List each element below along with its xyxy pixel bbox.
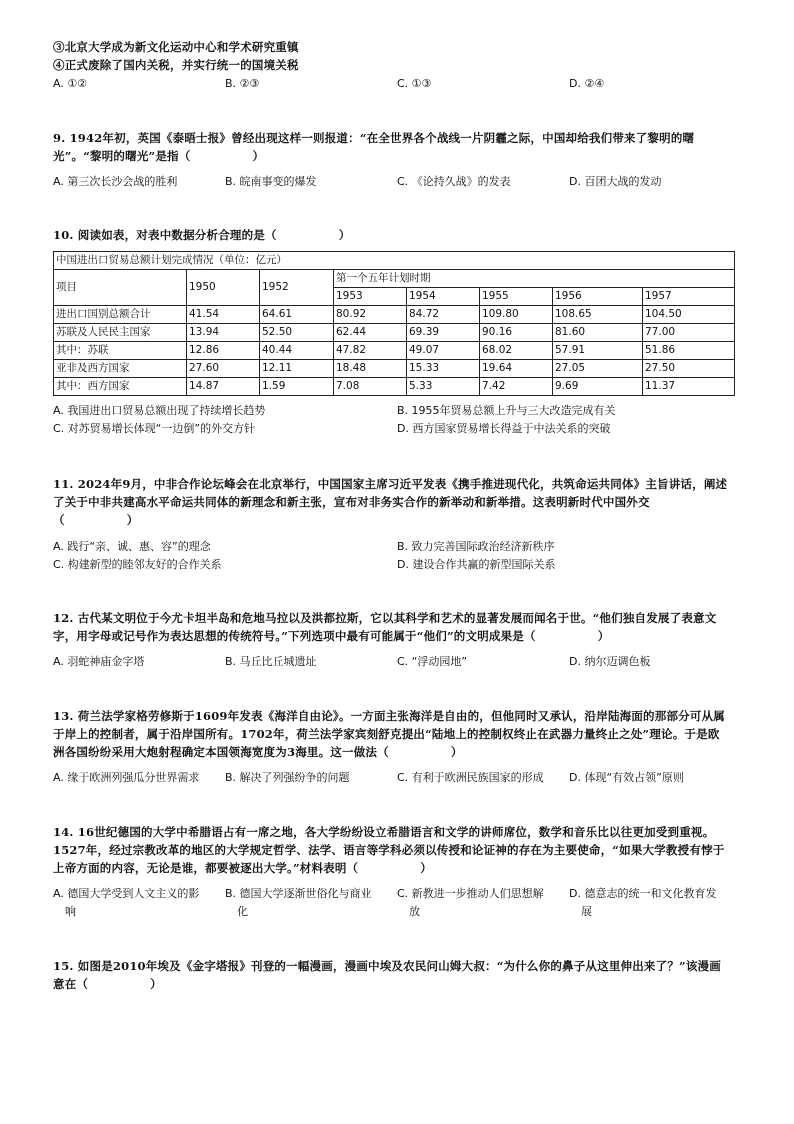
- q9-option-b[interactable]: B. 皖南事变的爆发: [225, 175, 317, 188]
- table-cell: 52.50: [260, 324, 334, 342]
- table-row: [54, 306, 735, 324]
- table-cell: 9.69: [553, 378, 643, 396]
- table-cell: 41.54: [187, 306, 260, 324]
- row-label: 苏联及人民民主国家: [54, 324, 187, 342]
- q8-option-b[interactable]: B. ②③: [225, 77, 260, 90]
- table-cell: 27.05: [553, 360, 643, 378]
- option-text: 放: [409, 905, 420, 918]
- q11-stem-close: ）: [126, 513, 139, 527]
- row-label: 其中：西方国家: [54, 378, 187, 396]
- table-cell: 62.44: [334, 324, 407, 342]
- q11-stem-line1: 11. 2024年9月，中非合作论坛峰会在北京举行，中国国家主席习近平发表《携手推进现代化，共筑命运共同体》主旨讲话，阐述: [53, 477, 728, 491]
- q9-stem-close: ）: [252, 149, 265, 163]
- q13-stem-line3: [53, 744, 463, 760]
- q15-stem-line1: 15. 如图是2010年埃及《金字塔报》刊登的一幅漫画，漫画中埃及农民问山姆大叔：“为什么你的鼻子从这里伸出来了？”该漫画: [53, 959, 721, 973]
- q13-stem-line1: 13. 荷兰法学家格劳修斯于1609年发表《海洋自由论》。一方面主张海洋是自由的，但他同时又承认，沿岸陆海面的那部分可从属: [53, 709, 725, 723]
- q14-option-b[interactable]: [225, 885, 377, 921]
- option-text: C. 新教进一步推动人们思想解: [397, 887, 544, 900]
- table-cell: 40.44: [260, 342, 334, 360]
- q13-stem-text: 洲各国纷纷采用大炮射程确定本国领海宽度为3海里。这一做法（: [53, 745, 389, 759]
- table-header-item: 项目: [54, 270, 187, 306]
- table-cell: 64.61: [260, 306, 334, 324]
- q14-option-a[interactable]: [53, 885, 205, 921]
- row-label: 进出口国别总额合计: [54, 306, 187, 324]
- table-cell: 14.87: [187, 378, 260, 396]
- q15-stem-close: ）: [150, 977, 162, 991]
- table-cell: 104.50: [643, 306, 735, 324]
- q10-option-b[interactable]: B. 1955年贸易总额上升与三大改造完成有关: [397, 404, 616, 417]
- row-label: 亚非及西方国家: [54, 360, 187, 378]
- table-header-year: 1953: [334, 288, 407, 306]
- q9-option-a[interactable]: A. 第三次长沙会战的胜利: [53, 175, 178, 188]
- table-cell: 49.07: [407, 342, 480, 360]
- q12-stem-close: ）: [597, 629, 610, 643]
- q14-stem-line1: 14. 16世纪德国的大学中希腊语占有一席之地，各大学纷纷设立希腊语言和文学的讲师席位，数学和音乐比以往更加受到重视。: [53, 825, 715, 839]
- q14-stem-line3: [53, 860, 432, 876]
- table-cell: 27.60: [187, 360, 260, 378]
- q11-option-c[interactable]: C. 构建新型的睦邻友好的合作关系: [53, 558, 222, 571]
- q9-stem-text: 光”。“黎明的曙光”是指（: [53, 149, 191, 163]
- q14-option-d[interactable]: [569, 885, 721, 921]
- table-cell: 68.02: [480, 342, 553, 360]
- q10-option-c[interactable]: C. 对苏贸易增长体现“一边倒”的外交方针: [53, 422, 256, 435]
- q13-stem-close: ）: [450, 745, 463, 759]
- q15-stem-text: 意在（: [53, 977, 89, 991]
- table-header-year: 1952: [260, 270, 334, 306]
- q11-stem-line2: 了关于中非共建高水平命运共同体的新理念和新主张，宣布对非务实合作的新举动和新举措。这表明新时代中国外交: [53, 495, 650, 509]
- option-text: D. 德意志的统一和文化教育发: [569, 887, 717, 900]
- q11-option-a[interactable]: A. 践行“亲、诚、惠、容”的理念: [53, 540, 211, 553]
- q8-option-c[interactable]: C. ①③: [397, 77, 432, 90]
- option-text: 化: [237, 905, 248, 918]
- q12-option-a[interactable]: A. 羽蛇神庙金字塔: [53, 655, 145, 668]
- option-text: 响: [65, 905, 76, 918]
- option-text: B. 德国大学逐渐世俗化与商业: [225, 887, 372, 900]
- table-header-year: 1957: [643, 288, 735, 306]
- q12-stem-line1: 12. 古代某文明位于今尤卡坦半岛和危地马拉以及洪都拉斯，它以其科学和艺术的显著发展而闻名于世。“他们独自发展了表意文: [53, 611, 717, 625]
- table-cell: 15.33: [407, 360, 480, 378]
- q9-option-c[interactable]: C. 《论持久战》的发表: [397, 175, 511, 188]
- q10-stem-text: 10. 阅读如表，对表中数据分析合理的是（: [53, 228, 277, 242]
- q11-stem-open: （: [53, 513, 65, 527]
- q11-option-d[interactable]: D. 建设合作共赢的新型国际关系: [397, 558, 556, 571]
- q13-option-c[interactable]: C. 有利于欧洲民族国家的形成: [397, 771, 544, 784]
- table-header-year: 1955: [480, 288, 553, 306]
- q13-option-d[interactable]: D. 体现“有效占领”原则: [569, 771, 684, 784]
- table-row: [54, 342, 735, 360]
- q9-stem-line2: [53, 148, 264, 164]
- q10-stem-close: ）: [338, 228, 351, 242]
- table-cell: 7.08: [334, 378, 407, 396]
- option-text: A. 德国大学受到人文主义的影: [53, 887, 200, 900]
- q12-stem-line2: [53, 628, 609, 644]
- q15-stem-line2: [53, 976, 162, 992]
- q8-option-d[interactable]: D. ②④: [569, 77, 605, 90]
- table-cell: 11.37: [643, 378, 735, 396]
- trade-data-table: [53, 251, 735, 396]
- q10-option-d[interactable]: D. 西方国家贸易增长得益于中法关系的突破: [397, 422, 611, 435]
- q8-option-a[interactable]: A. ①②: [53, 77, 88, 90]
- table-row: [54, 360, 735, 378]
- table-cell: 7.42: [480, 378, 553, 396]
- q8-item-4: ④正式废除了国内关税，并实行统一的国境关税: [53, 58, 299, 72]
- table-header-year: 1950: [187, 270, 260, 306]
- table-cell: 90.16: [480, 324, 553, 342]
- q13-stem-line2: 于岸上的控制者，属于沿岸国所有。1702年，荷兰法学家宾刻舒克提出“陆地上的控制权终止在武器力量终止之处”理论。于是欧: [53, 727, 720, 741]
- q9-stem-line1: 9. 1942年初，英国《泰晤士报》曾经出现这样一则报道：“在全世界各个战线一片阴霾之际，中国却给我们带来了黎明的曙: [53, 131, 695, 145]
- table-cell: 27.50: [643, 360, 735, 378]
- table-cell: 51.86: [643, 342, 735, 360]
- table-header-year: 1954: [407, 288, 480, 306]
- table-cell: 81.60: [553, 324, 643, 342]
- q14-stem-line2: 1527年，经过宗教改革的地区的大学规定哲学、法学、语言等学科必须以传授和论证神的存在为主要使命，“如果大学教授有悖于: [53, 843, 725, 857]
- table-cell: 69.39: [407, 324, 480, 342]
- table-row: [54, 324, 735, 342]
- row-label: 其中：苏联: [54, 342, 187, 360]
- table-cell: 109.80: [480, 306, 553, 324]
- table-caption: 中国进出口贸易总额计划完成情况（单位：亿元）: [54, 252, 735, 270]
- table-cell: 13.94: [187, 324, 260, 342]
- table-cell: 77.00: [643, 324, 735, 342]
- q13-option-b[interactable]: B. 解决了列强纷争的问题: [225, 771, 350, 784]
- q8-item-3: ③北京大学成为新文化运动中心和学术研究重镇: [53, 40, 299, 54]
- q12-stem-text: 字，用字母或记号作为表达思想的传统符号。”下列选项中最有可能属于“他们”的文明成果是（: [53, 629, 536, 643]
- q14-stem-close: ）: [420, 861, 432, 875]
- q13-option-a[interactable]: A. 缘于欧洲列强瓜分世界需求: [53, 771, 200, 784]
- table-cell: 57.91: [553, 342, 643, 360]
- table-row: [54, 378, 735, 396]
- q14-stem-text: 上帝方面的内容，无论是谁，都要被逐出大学。”材料表明（: [53, 861, 359, 875]
- table-cell: 18.48: [334, 360, 407, 378]
- q9-option-d[interactable]: D. 百团大战的发动: [569, 175, 662, 188]
- table-cell: 47.82: [334, 342, 407, 360]
- q10-option-a[interactable]: A. 我国进出口贸易总额出现了持续增长趋势: [53, 404, 266, 417]
- q10-stem: [53, 227, 350, 243]
- q11-stem-line3: [53, 512, 138, 528]
- q12-option-d[interactable]: D. 纳尔迈调色板: [569, 655, 651, 668]
- table-cell: 12.86: [187, 342, 260, 360]
- table-cell: 12.11: [260, 360, 334, 378]
- table-header-plan-period: 第一个五年计划时期: [334, 270, 735, 288]
- table-cell: 84.72: [407, 306, 480, 324]
- table-cell: 19.64: [480, 360, 553, 378]
- table-cell: 80.92: [334, 306, 407, 324]
- table-header-year: 1956: [553, 288, 643, 306]
- q12-option-c[interactable]: C. “浮动园地”: [397, 655, 468, 668]
- q14-option-c[interactable]: [397, 885, 549, 921]
- q11-option-b[interactable]: B. 致力完善国际政治经济新秩序: [397, 540, 555, 553]
- table-cell: 5.33: [407, 378, 480, 396]
- table-cell: 1.59: [260, 378, 334, 396]
- option-text: 展: [581, 905, 592, 918]
- q12-option-b[interactable]: B. 马丘比丘城遗址: [225, 655, 317, 668]
- table-cell: 108.65: [553, 306, 643, 324]
